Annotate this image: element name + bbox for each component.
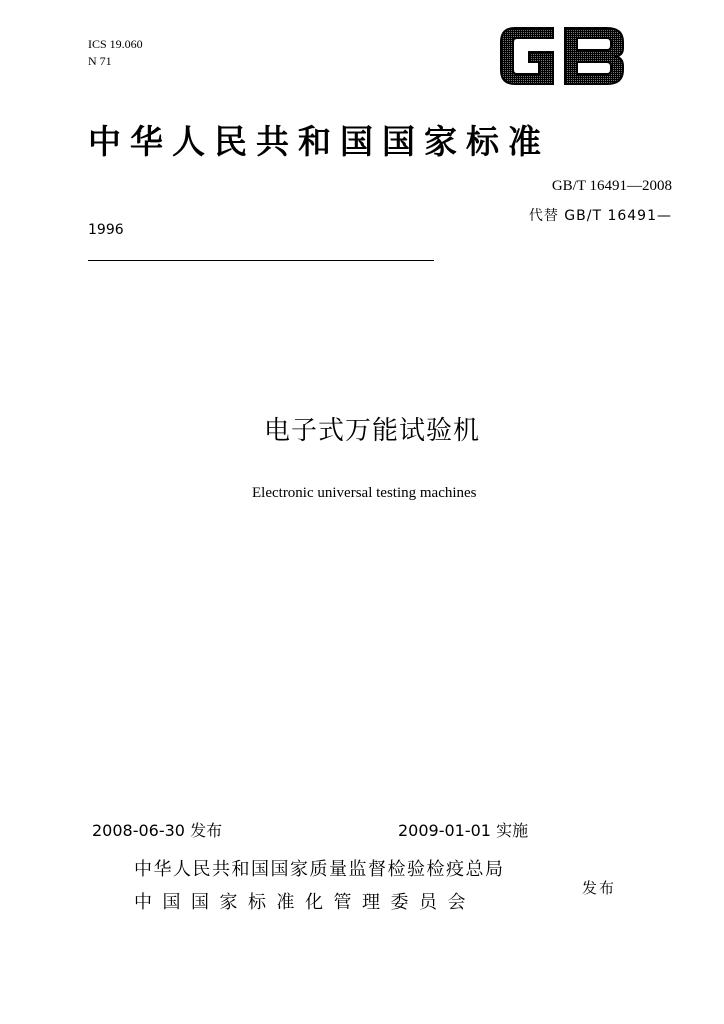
ics-code: ICS 19.060 — [88, 37, 143, 51]
gb-logo — [495, 22, 630, 90]
replaces-standard-year: 1996 — [88, 222, 124, 238]
issuer-aqsiq: 中华人民共和国国家质量监督检验检疫总局 — [134, 859, 505, 880]
document-subtitle: Electronic universal testing machines — [252, 485, 477, 501]
replaces-standard: 代替 GB/T 16491— — [528, 208, 672, 224]
ccs-code: N 71 — [88, 54, 112, 68]
issue-date: 2008-06-30 发布 — [92, 821, 223, 840]
implementation-date: 2009-01-01 实施 — [398, 821, 529, 840]
issuer-sac: 中国国家标准化管理委员会 — [134, 892, 476, 913]
national-standard-title: 中华人民共和国国家标准 — [88, 122, 550, 161]
document-title: 电子式万能试验机 — [264, 416, 481, 446]
classification-codes — [88, 36, 143, 70]
header-divider — [88, 260, 434, 261]
issue-label: 发布 — [582, 879, 617, 897]
standard-number: GB/T 16491—2008 — [551, 178, 672, 194]
